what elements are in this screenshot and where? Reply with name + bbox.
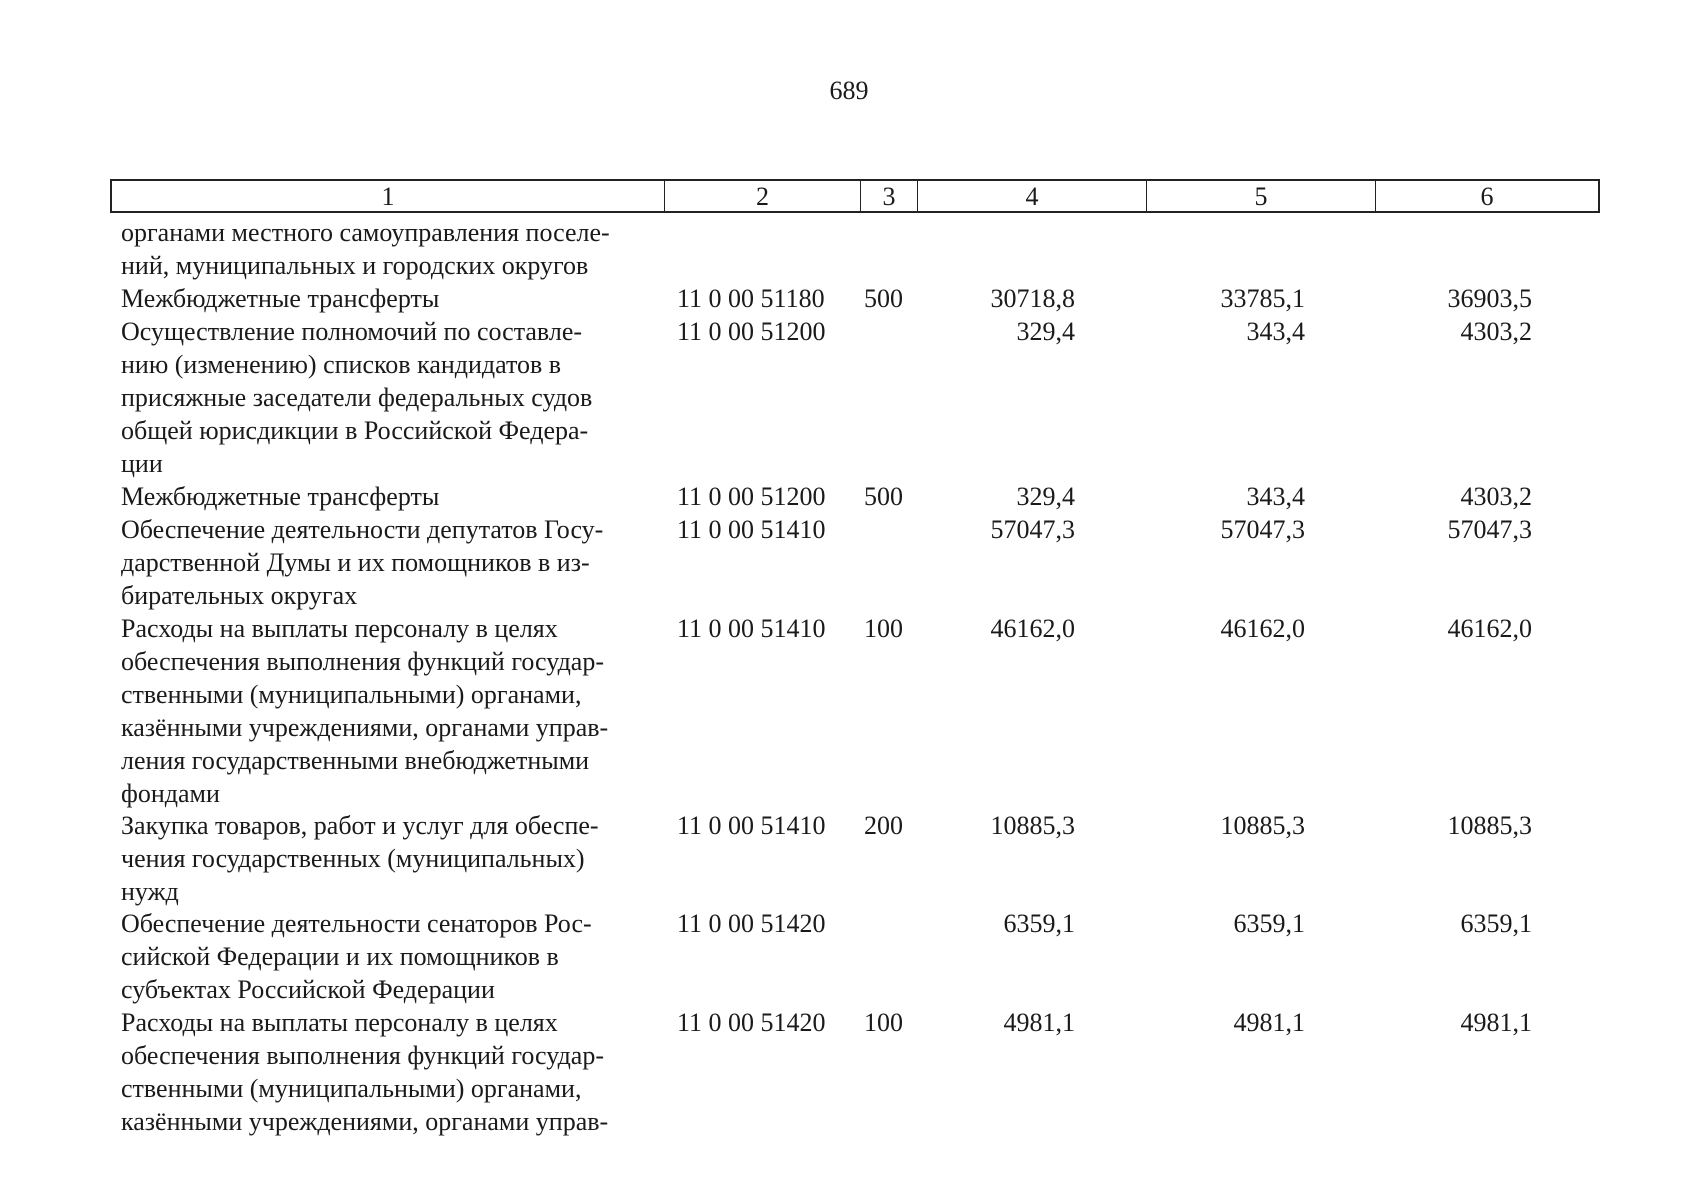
row-code: 11 0 00 51410 (677, 515, 826, 544)
row-value-6: 6359,1 (1460, 909, 1532, 938)
row-value-5: 10885,3 (1220, 811, 1305, 840)
row-type: 500 (864, 284, 903, 313)
row-type: 100 (864, 614, 903, 643)
row-value-4: 4981,1 (1003, 1008, 1075, 1037)
row-value-6: 36903,5 (1447, 284, 1532, 313)
row-name: Закупка товаров, работ и услуг для обеспе- чения государственных (муниципальных) нужд (121, 811, 599, 906)
row-value-5: 343,4 (1246, 482, 1305, 511)
row-value-6: 4981,1 (1460, 1008, 1532, 1037)
column-header-6: 6 (1480, 182, 1494, 211)
table-header (110, 179, 1600, 213)
row-value-4: 10885,3 (990, 811, 1075, 840)
column-header-2: 2 (665, 181, 861, 211)
row-name: Осуществление полномочий по составле- нию (изменению) списков кандидатов в присяжные заседатели федеральных судов общей юрисдикции в Российской Федера- ции (121, 317, 593, 478)
row-type: 500 (864, 482, 903, 511)
row-value-6: 57047,3 (1447, 515, 1532, 544)
row-type: 100 (864, 1008, 903, 1037)
row-name: Межбюджетные трансферты (121, 482, 440, 511)
column-header-1: 1 (112, 181, 665, 211)
row-value-6: 4303,2 (1460, 317, 1532, 346)
row-type: 200 (864, 811, 903, 840)
row-name: Обеспечение деятельности сенаторов Рос- сийской Федерации и их помощников в субъектах Российской Федерации (121, 909, 592, 1004)
page-number: 689 (829, 76, 869, 105)
row-name: органами местного самоуправления поселе- ний, муниципальных и городских округов (121, 218, 610, 280)
row-value-6: 10885,3 (1447, 811, 1532, 840)
row-value-4: 46162,0 (990, 614, 1075, 643)
row-name: Расходы на выплаты персоналу в целях обеспечения выполнения функций государ- ственными (муниципальными) органами, казёнными учреждениями, органами управ- ления государственными внебюджетными фондами (121, 614, 609, 808)
row-value-5: 33785,1 (1220, 284, 1305, 313)
row-code: 11 0 00 51200 (677, 317, 826, 346)
row-name: Межбюджетные трансферты (121, 284, 440, 313)
column-header-4: 4 (918, 181, 1147, 211)
row-value-4: 6359,1 (1003, 909, 1075, 938)
row-value-4: 329,4 (1016, 482, 1075, 511)
row-code: 11 0 00 51410 (677, 811, 826, 840)
row-value-4: 57047,3 (990, 515, 1075, 544)
row-value-4: 30718,8 (990, 284, 1075, 313)
row-code: 11 0 00 51180 (677, 284, 825, 313)
column-header-3: 3 (861, 181, 918, 211)
row-value-6: 4303,2 (1460, 482, 1532, 511)
row-code: 11 0 00 51200 (677, 482, 826, 511)
row-name: Расходы на выплаты персоналу в целях обеспечения выполнения функций государ- ственными (муниципальными) органами, казёнными учреждениями, органами управ- (121, 1008, 609, 1136)
row-value-5: 46162,0 (1220, 614, 1305, 643)
row-code: 11 0 00 51420 (677, 1008, 826, 1037)
row-value-5: 343,4 (1246, 317, 1305, 346)
row-value-5: 6359,1 (1233, 909, 1305, 938)
row-code: 11 0 00 51420 (677, 909, 826, 938)
row-value-6: 46162,0 (1447, 614, 1532, 643)
row-value-5: 4981,1 (1233, 1008, 1305, 1037)
column-header-5: 5 (1147, 181, 1376, 211)
row-code: 11 0 00 51410 (677, 614, 826, 643)
row-value-4: 329,4 (1016, 317, 1075, 346)
row-value-5: 57047,3 (1220, 515, 1305, 544)
row-name: Обеспечение деятельности депутатов Госу- дарственной Думы и их помощников в из- бирательных округах (121, 515, 604, 610)
